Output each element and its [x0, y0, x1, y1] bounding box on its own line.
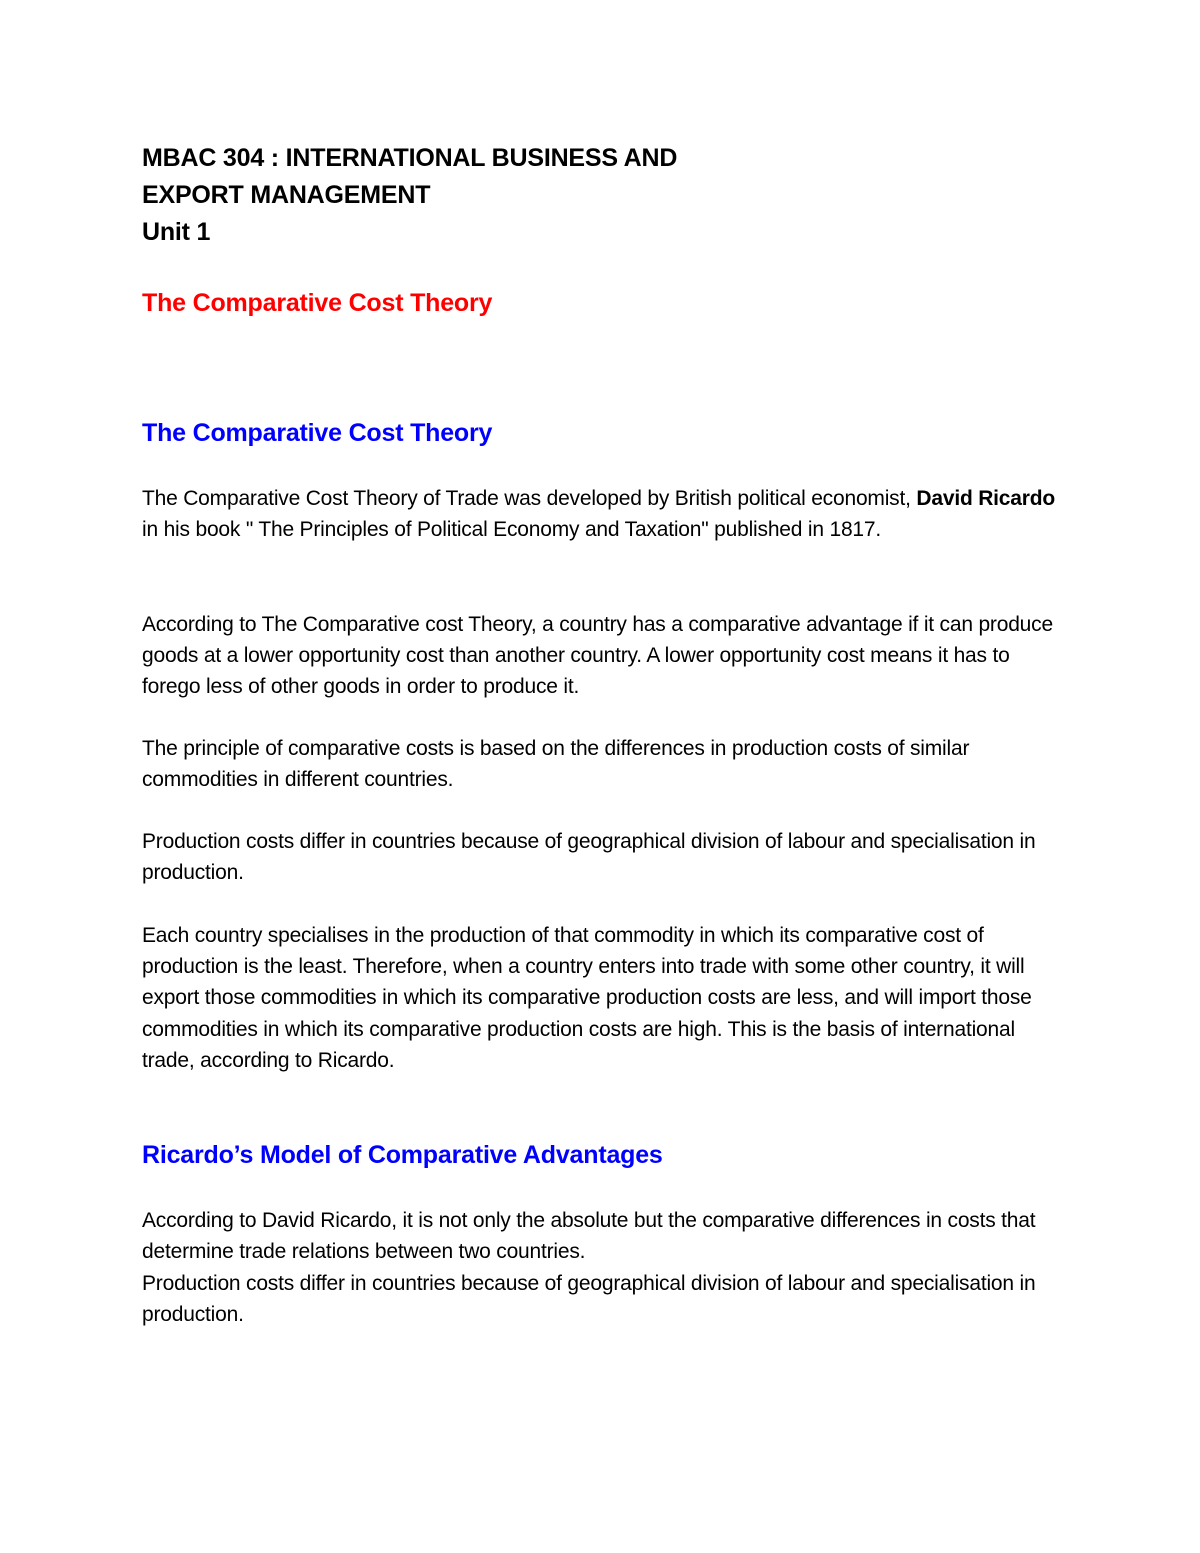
paragraph-specialisation: Each country specialises in the production of that commodity in which its comparative cost of production is the least. Therefore, when a country enters into trade with some other country, it will export those commodities in which its comparative production costs are less, and will import those commodities in which its comparative production costs are high. This is the basis of international trade, according to Ricardo. [142, 924, 1032, 1072]
intro-paragraph [142, 483, 1072, 545]
paragraph-principle: The principle of comparative costs is based on the differences in production costs of similar commodities in different countries. [142, 737, 970, 792]
section-heading-ricardo-model: Ricardo’s Model of Comparative Advantages [142, 1141, 663, 1169]
paragraph-ricardo-production-costs: Production costs differ in countries because of geographical division of labour and specialisation in production. [142, 1272, 1036, 1327]
course-title [142, 140, 677, 251]
section-heading-blue: The Comparative Cost Theory [142, 419, 493, 447]
intro-text-after: in his book " The Principles of Political Economy and Taxation" published in 1817. [142, 518, 882, 542]
author-name: David Ricardo [916, 487, 1055, 510]
course-title-line-1: MBAC 304 : INTERNATIONAL BUSINESS AND [142, 144, 678, 172]
intro-text-before: The Comparative Cost Theory of Trade was developed by British political economist, [142, 487, 917, 510]
unit-label: Unit 1 [142, 218, 211, 246]
paragraph-production-costs: Production costs differ in countries because of geographical division of labour and specialisation in production. [142, 830, 1036, 885]
section-heading-red: The Comparative Cost Theory [142, 289, 493, 317]
paragraph-ricardo-comparative-differences: According to David Ricardo, it is not only the absolute but the comparative differences in costs that determine trade relations between two countries. [142, 1209, 1036, 1264]
paragraph-comparative-advantage: According to The Comparative cost Theory, a country has a comparative advantage if it can produce goods at a lower opportunity cost than another country. A lower opportunity cost means it has to forego less of other goods in order to produce it. [142, 613, 1053, 699]
course-title-line-2: EXPORT MANAGEMENT [142, 181, 431, 209]
